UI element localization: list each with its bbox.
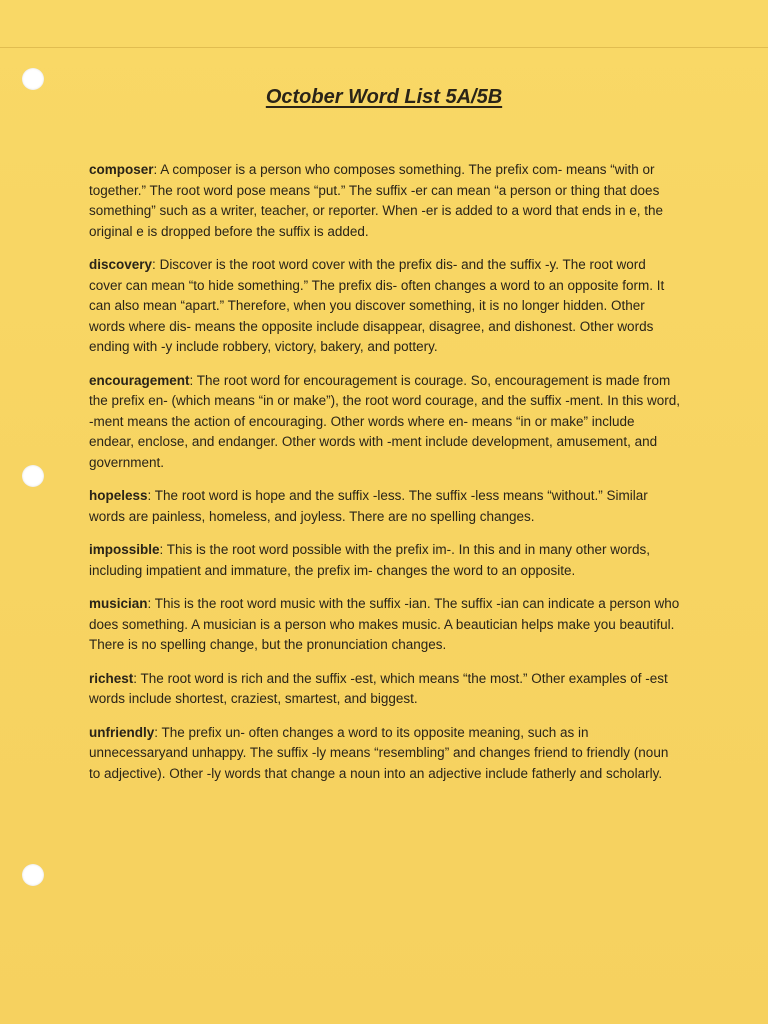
word-entry-composer: composer: A composer is a person who composes something. The prefix com- means “with or together.” The root word pose means “put.” The suffix -er can mean “a person or thing that does something” such as a writer, teacher, or reporter. When -er is added to a word that ends in e, the original e is dropped before the suffix is added. bbox=[89, 162, 664, 239]
word-entry-impossible: impossible: This is the root word possible with the prefix im-. In this and in many other words, including impatient and immature, the prefix im- changes the word to an opposite. bbox=[89, 542, 651, 578]
word-term: musician bbox=[89, 596, 148, 611]
word-definition: A composer is a person who composes something. The prefix com- means “with or together.” The root word pose means “put.” The suffix -er can mean “a person or thing that does something” such as a writer, teacher, or reporter. When -er is added to a word that ends in e, the original e is dropped before the suffix is added. bbox=[89, 162, 664, 239]
word-definition: The root word is hope and the suffix -less. The suffix -less means “without.” Similar words are painless, homeless, and joyless. There are no spelling changes. bbox=[89, 488, 648, 524]
word-definition: This is the root word possible with the prefix im-. In this and in many other words, including impatient and immature, the prefix im- changes the word to an opposite. bbox=[89, 542, 651, 578]
word-entry-hopeless: hopeless: The root word is hope and the suffix -less. The suffix -less means “without.” Similar words are painless, homeless, and joyless. There are no spelling changes. bbox=[89, 488, 648, 524]
word-entry-richest: richest: The root word is rich and the suffix -est, which means “the most.” Other examples of -est words include shortest, craziest, smartest, and biggest. bbox=[89, 670, 668, 706]
word-definition: The prefix un- often changes a word to its opposite meaning, such as in unnecessaryand unhappy. The suffix -ly means “resembling” and changes friend to friendly (noun to adjective). Other -ly words that change a noun into an adjective include fatherly and scholarly. bbox=[89, 724, 669, 781]
word-list bbox=[89, 160, 681, 797]
word-definition: The root word is rich and the suffix -est, which means “the most.” Other examples of -est words include shortest, craziest, smartest, and biggest. bbox=[89, 670, 668, 706]
word-term: hopeless bbox=[89, 488, 148, 503]
word-term: unfriendly bbox=[89, 724, 155, 740]
word-definition: The root word for encouragement is courage. So, encouragement is made from the prefix en- (which means “in or make”), the root word courage, and the suffix -ment. In this word, -ment means the action of encouraging. Other words where en- means “in or make” include endear, enclose, and endanger. Other words with -ment include development, amusement, and government. bbox=[89, 372, 681, 470]
punch-hole-bottom bbox=[22, 864, 44, 886]
word-term: composer bbox=[89, 162, 154, 177]
word-term: discovery bbox=[89, 257, 153, 272]
word-term: encouragement bbox=[89, 372, 190, 388]
word-definition: Discover is the root word cover with the prefix dis- and the suffix -y. The root word cover can mean “to hide something.” The prefix dis- often changes a word to an opposite form. It can also mean “apart.” Therefore, when you discover something, it is no longer hidden. Other words where dis- means the opposite include disappear, disagree, and dishonest. Other words ending with -y include robbery, victory, bakery, and pottery. bbox=[89, 257, 665, 354]
word-entry-discovery: discovery: Discover is the root word cover with the prefix dis- and the suffix -y. The root word cover can mean “to hide something.” The prefix dis- often changes a word to an opposite form. It can also mean “apart.” Therefore, when you discover something, it is no longer hidden. Other words where dis- means the opposite include disappear, disagree, and dishonest. Other words ending with -y include robbery, victory, bakery, and pottery. bbox=[89, 257, 665, 354]
top-rule-line bbox=[0, 47, 768, 48]
word-term: richest bbox=[89, 670, 134, 686]
page-title: October Word List 5A/5B bbox=[265, 86, 503, 108]
punch-hole-middle bbox=[22, 465, 44, 487]
word-entry-unfriendly: unfriendly: The prefix un- often changes a word to its opposite meaning, such as in unnecessaryand unhappy. The suffix -ly means “resembling” and changes friend to friendly (noun to adjective). Other -ly words that change a noun into an adjective include fatherly and scholarly. bbox=[89, 724, 669, 781]
word-definition: This is the root word music with the suffix -ian. The suffix -ian can indicate a person who does something. A musician is a person who makes music. A beautician helps make you beautiful. There is no spelling change, but the pronunciation changes. bbox=[89, 596, 680, 652]
word-entry-musician: musician: This is the root word music with the suffix -ian. The suffix -ian can indicate a person who does something. A musician is a person who makes music. A beautician helps make you beautiful. There is no spelling change, but the pronunciation changes. bbox=[89, 596, 680, 652]
word-term: impossible bbox=[89, 542, 160, 557]
word-entry-encouragement: encouragement: The root word for encouragement is courage. So, encouragement is made from the prefix en- (which means “in or make”), the root word courage, and the suffix -ment. In this word, -ment means the action of encouraging. Other words where en- means “in or make” include endear, enclose, and endanger. Other words with -ment include development, amusement, and government. bbox=[89, 372, 681, 470]
